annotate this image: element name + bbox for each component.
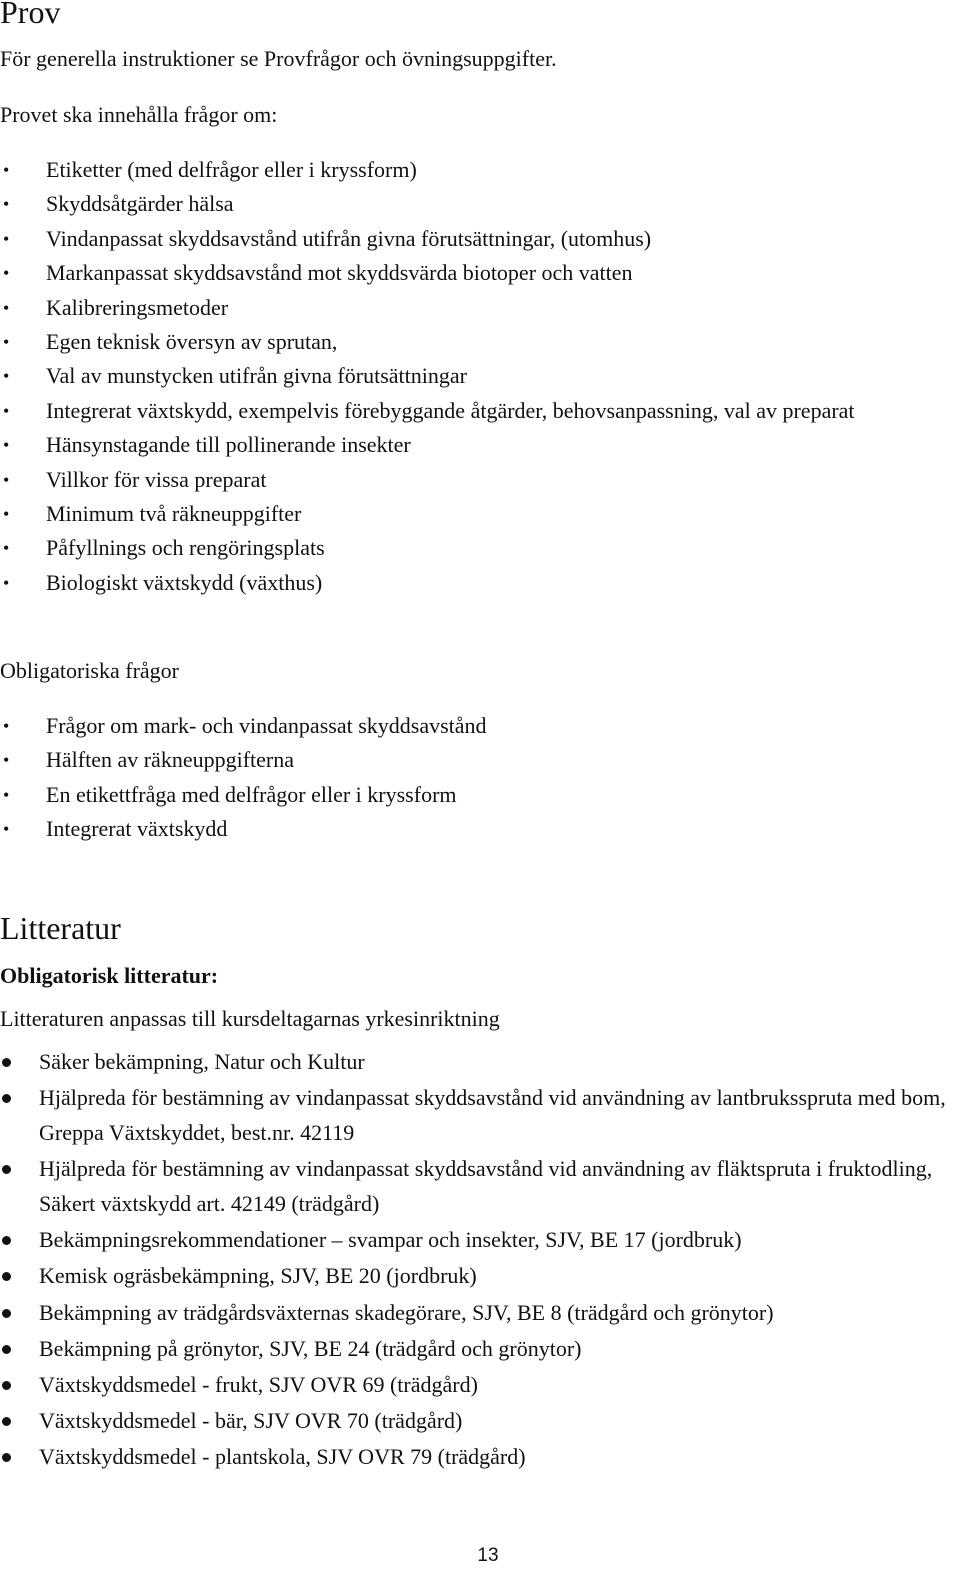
list-item-text: Integrerat växtskydd [46,816,228,842]
list-item [0,187,930,221]
bullet-icon [2,1417,11,1426]
litteratur-heading: Litteratur [0,910,121,946]
list-item-text: Villkor för vissa preparat [46,466,267,492]
list-item-text: Vindanpassat skyddsavstånd utifrån givna förutsättningar, (utomhus) [46,225,652,251]
list-item-text: Hänsynstagande till pollinerande insekter [46,432,411,458]
list-item-text: Bekämpning på grönytor, SJV, BE 24 (trädgård och grönytor) [39,1335,582,1361]
litteratur-list [0,1045,958,1476]
list-item-text: Markanpassat skyddsavstånd mot skyddsvärda biotoper och vatten [46,260,633,286]
prov-topics-list [0,153,930,600]
list-item-text: Biologiskt växtskydd (växthus) [46,569,323,595]
list-item [0,153,930,187]
list-item [0,778,930,812]
bullet-icon: • [3,538,10,559]
list-item [0,325,930,359]
list-item [0,1081,958,1151]
list-item-text: Växtskyddsmedel - frukt, SJV OVR 69 (trädgård) [39,1371,478,1397]
list-item-text: Etiketter (med delfrågor eller i kryssform) [46,157,417,182]
bullet-icon: • [3,819,10,840]
list-item [0,463,930,497]
list-item-text: Växtskyddsmedel - bär, SJV OVR 70 (trädgård) [39,1408,463,1434]
list-item [0,1296,958,1331]
list-item-text: Växtskyddsmedel - plantskola, SJV OVR 79 (trädgård) [39,1444,526,1470]
bullet-icon: • [3,784,10,805]
list-item [0,291,930,325]
list-item-text: Frågor om mark- och vindanpassat skyddsavstånd [46,713,487,738]
bullet-icon: • [3,504,10,525]
bullet-icon: • [3,332,10,353]
list-item [0,359,930,393]
list-item-text: Integrerat växtskydd, exempelvis förebyggande åtgärder, behovsanpassning, val av preparat [46,397,855,423]
mandatory-list [0,709,930,847]
list-item [0,428,930,462]
bullet-icon [2,1236,11,1245]
bullet-icon: • [3,572,10,593]
list-item [0,566,930,600]
bullet-icon [2,1381,11,1390]
bullet-icon: • [3,297,10,318]
bullet-icon: • [3,194,10,215]
bullet-icon [2,1094,11,1103]
bullet-icon: • [3,366,10,387]
list-item [0,1259,958,1294]
bullet-icon [2,1272,11,1281]
list-item [0,531,930,565]
bullet-icon: • [3,228,10,249]
bullet-icon: • [3,716,10,736]
list-item-text: Påfyllnings och rengöringsplats [46,535,325,561]
list-item-text: Hjälpreda för bestämning av vindanpassat skyddsavstånd vid användning av fläktspruta i fruktodling, Säkert växtskydd art. 42149 (trädgård) [39,1156,933,1216]
bullet-icon [2,1309,11,1318]
list-item-text: En etikettfråga med delfrågor eller i kryssform [46,781,457,807]
bullet-icon [2,1345,11,1354]
list-item [0,1045,958,1080]
page-number: 13 [477,1545,499,1566]
bullet-icon: • [3,435,10,456]
list-item [0,812,930,846]
litteratur-intro: Litteraturen anpassas till kursdeltagarnas yrkesinriktning [0,1006,500,1031]
prov-intro: För generella instruktioner se Provfrågor och övningsuppgifter. [0,46,557,71]
list-item-text: Egen teknisk översyn av sprutan, [46,329,338,355]
list-item [0,497,930,531]
list-item-text: Kalibreringsmetoder [46,294,229,320]
list-item-text: Kemisk ogräsbekämpning, SJV, BE 20 (jordbruk) [39,1263,477,1289]
list-item-text: Bekämpningsrekommendationer – svampar och insekter, SJV, BE 17 (jordbruk) [39,1227,742,1253]
list-item [0,1440,958,1475]
list-item-text: Bekämpning av trädgårdsväxternas skadegörare, SJV, BE 8 (trädgård och grönytor) [39,1299,774,1325]
bullet-icon: • [3,469,10,490]
bullet-icon [2,1453,11,1462]
list-item [0,1223,958,1258]
bullet-icon [2,1058,11,1067]
prov-heading: Prov [0,0,61,30]
bullet-icon: • [3,400,10,421]
list-item-text: Minimum två räkneuppgifter [46,501,302,527]
list-item [0,394,930,428]
bullet-icon: • [3,160,10,180]
list-item-text: Val av munstycken utifrån givna förutsättningar [46,363,467,389]
list-item [0,1332,958,1367]
list-item [0,256,930,290]
list-item-text: Hälften av räkneuppgifterna [46,747,294,773]
mandatory-heading: Obligatoriska frågor [0,658,179,683]
list-item-text: Säker bekämpning, Natur och Kultur [39,1049,365,1074]
bullet-icon [2,1165,11,1174]
list-item [0,1404,958,1439]
list-item [0,743,930,777]
bullet-icon: • [3,263,10,284]
litteratur-subheading: Obligatorisk litteratur: [0,963,219,988]
list-item [0,1152,958,1222]
list-item [0,709,930,743]
list-item [0,1368,958,1403]
list-item [0,222,930,256]
list-item-text: Skyddsåtgärder hälsa [46,191,234,217]
list-item-text: Hjälpreda för bestämning av vindanpassat skyddsavstånd vid användning av lantbruksspruta med bom, Greppa Växtskyddet, best.nr. 42119 [39,1085,946,1145]
bullet-icon: • [3,750,10,771]
prov-lead: Provet ska innehålla frågor om: [0,102,278,127]
